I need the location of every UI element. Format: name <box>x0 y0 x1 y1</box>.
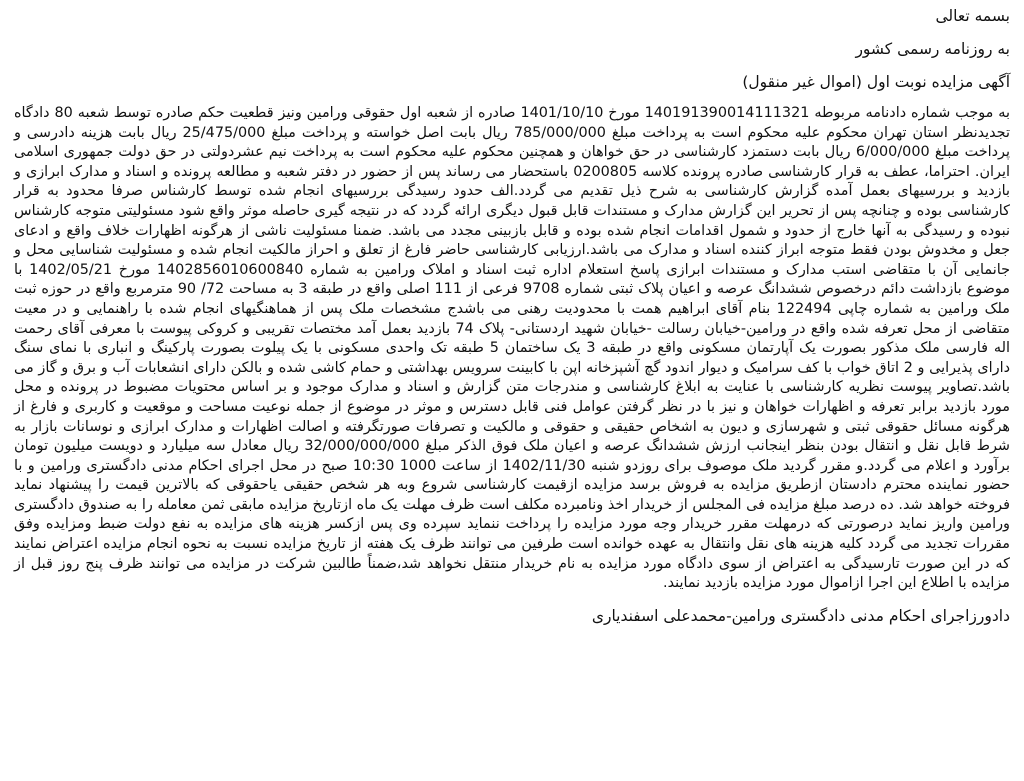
newspaper-heading: به روزنامه رسمی کشور <box>855 40 1010 58</box>
notice-body: به موجب شماره دادنامه مربوطه 140191390014111321 مورخ 1401/10/10 صادره از شعبه اول حقوقی ورامین ونیز قطعیت حکم صادره توسط شعبه 80 دادگاه تجدیدنظر استان تهران محکوم علیه محکوم است به پرداخت مبلغ 785/000/000 ریال بابت اصل خواسته و پرداخت مبلغ 25/475/000 ریال بابت هزینه دادرسی و پرداخت مبلغ 6/000/000 ریال بابت دستمزد کارشناسی در حق خواهان و همچنین محکوم علیه محکوم است به پرداخت نیم عشردولتی در حق دولت جمهوری اسلامی ایران. احتراما، عطف به قرار کارشناسی صادره پرونده کلاسه 0200805 باستحضار می رساند پس از حضور در دفتر شعبه و مطالعه پرونده و اسناد و مدارک ابرازی و بازدید و بررسیهای بعمل آمده گزارش کارشناسی به شرح ذیل تقدیم می گردد.الف حدود رسیدگی بررسیهای انجام شده توسط کارشناس صرفا محدود به قرار کارشناسی بوده و چنانچه پس از تحریر این گزارش مدارک و مستندات قابل قبول دیگری ارائه گردد که در نتیجه گیری حاصله موثر واقع شود مسئولیتی متوجه کارشناس نبوده و رسیدگی به آنها خارج از حدود و شمول اقدامات انجام شده بوده و قابل بازبینی مجدد می باشد. ضمنا مسئولیت ناشی از هرگونه اظهارات خلاف واقع و ادعای جعل و مخدوش بودن فقط متوجه ابراز کننده اسناد و مدارک می باشد.ارزیابی کارشناسی حاضر فارغ از تعلق و احراز مالکیت انجام شده و مسئولیت شناسایی محل و جانمایی آن با متقاضی استب مدارک و مستندات ابرازی پاسخ استعلام اداره ثبت اسناد و املاک ورامین به شماره 1402856010600840 مورخ 1402/05/21 با موضوع بازداشت دائم درخصوص ششدانگ عرصه و اعیان پلاک ثبتی شماره 9708 فرعی از 111 اصلی واقع در طبقه 3 به مساحت 72/ 90 مترمربع واقع در حوزه ثبت ملک ورامین به شماره چاپی 122494 بنام آقای ابراهیم همت با محدودیت رهنی می باشدج مشخصات ملک پس از هماهنگیهای انجام شده با راهنمایی و در معیت متقاضی از محل تعرفه شده واقع در ورامین-خیابان رسالت -خیابان شهید اردستانی- پلاک 74 بازدید بعمل آمد مختصات تقریبی و کروکی پیوست با معرفی آقای رحمت اله فارسی ملک مذکور بصورت یک آپارتمان مسکونی واقع در طبقه 3 یک ساختمان 5 طبقه تک واحدی مسکونی با یک پیلوت بصورت پارکینگ و انباری با نمای سنگ دارای پذیرایی و 2 اتاق خواب با کف سرامیک و دیوار اندود گچ آشپزخانه اپن با کابینت سرویس بهداشتی و حمام کاشی شده و بالکن دارای انشعابات آب و برق و گاز می باشد.تصاویر پیوست نظریه کارشناسی با عنایت به ابلاغ کارشناسی و مندرجات متن گزارش و اسناد و مدارک موجود و بر اساس محتویات مضبوط در پرونده و محل مورد بازدید برابر تعرفه و اظهارات خواهان و نیز با در نظر گرفتن عوامل فنی قابل دسترس و موثر در موضوع از جمله نوعیت مساحت و موقعیت و کاربری و فارغ از هرگونه مسائل حقوقی ثبتی و شهرسازی و دیون به اشخاص حقیقی و حقوقی و مالکیت و تصرفات صورتگرفته و اصالت اظهارات و مدارک ابرازی و نوسانات بازار به شرط قابل نقل و انتقال بودن بنظر اینجانب ارزش ششدانگ عرصه و اعیان ملک فوق الذکر مبلغ 32/000/000/000 ریال معادل سه میلیارد و دویست میلیون تومان برآورد و اعلام می گردد.و مقرر گردید ملک موصوف برای روزدو شنبه 1402/11/30 از ساعت 1000 10:30 صبح در محل اجرای احکام مدنی دادگستری ورامین و با حضور نماینده محترم دادستان ازطریق مزایده به فروش برسد مزایده ازقیمت کارشناسی شروع وبه هر شخص حقیقی یاحقوقی که بالاترین قیمت را پیشنهاد نماید فروخته خواهد شد. ده درصد مبلغ مزایده فی المجلس از خریدار اخذ ونامبرده مکلف است ظرف مهلت یک ماه ازتاریخ مزایده مابقی ثمن معامله را به صندوق دادگستری ورامین واریز نماید درصورتی که درمهلت مقرر خریدار وجه مورد مزایده را پرداخت ننماید سپرده وی پس ازکسر هزینه های مزایده به نفع دولت ضبط ومزایده وفق مقررات تجدید می گردد کلیه هزینه های نقل وانتقال به عهده خوانده است طرفین می توانند ظرف یک هفته از تاریخ مزایده نسبت به نحوه انجام مزایده اعتراض نمایند که در این صورت تارسیدگی به اعتراض از سوی دادگاه مورد مزایده به نام خریدار منتقل نخواهد شد،ضمناً طالبین شرکت در مزایده می توانند ظرف پنج روز قبل از مزایده با اطلاع این اجرا ازاموال مورد مزایده بازدید نمایند. <box>14 105 1011 592</box>
notice-title: آگهی مزایده نوبت اول (اموال غیر منقول) <box>742 73 1010 91</box>
bismillah-heading: بسمه تعالی <box>935 7 1010 25</box>
signature-line: دادورزاجرای احکام مدنی دادگستری ورامین-محمدعلی اسفندیاری <box>591 606 1010 625</box>
